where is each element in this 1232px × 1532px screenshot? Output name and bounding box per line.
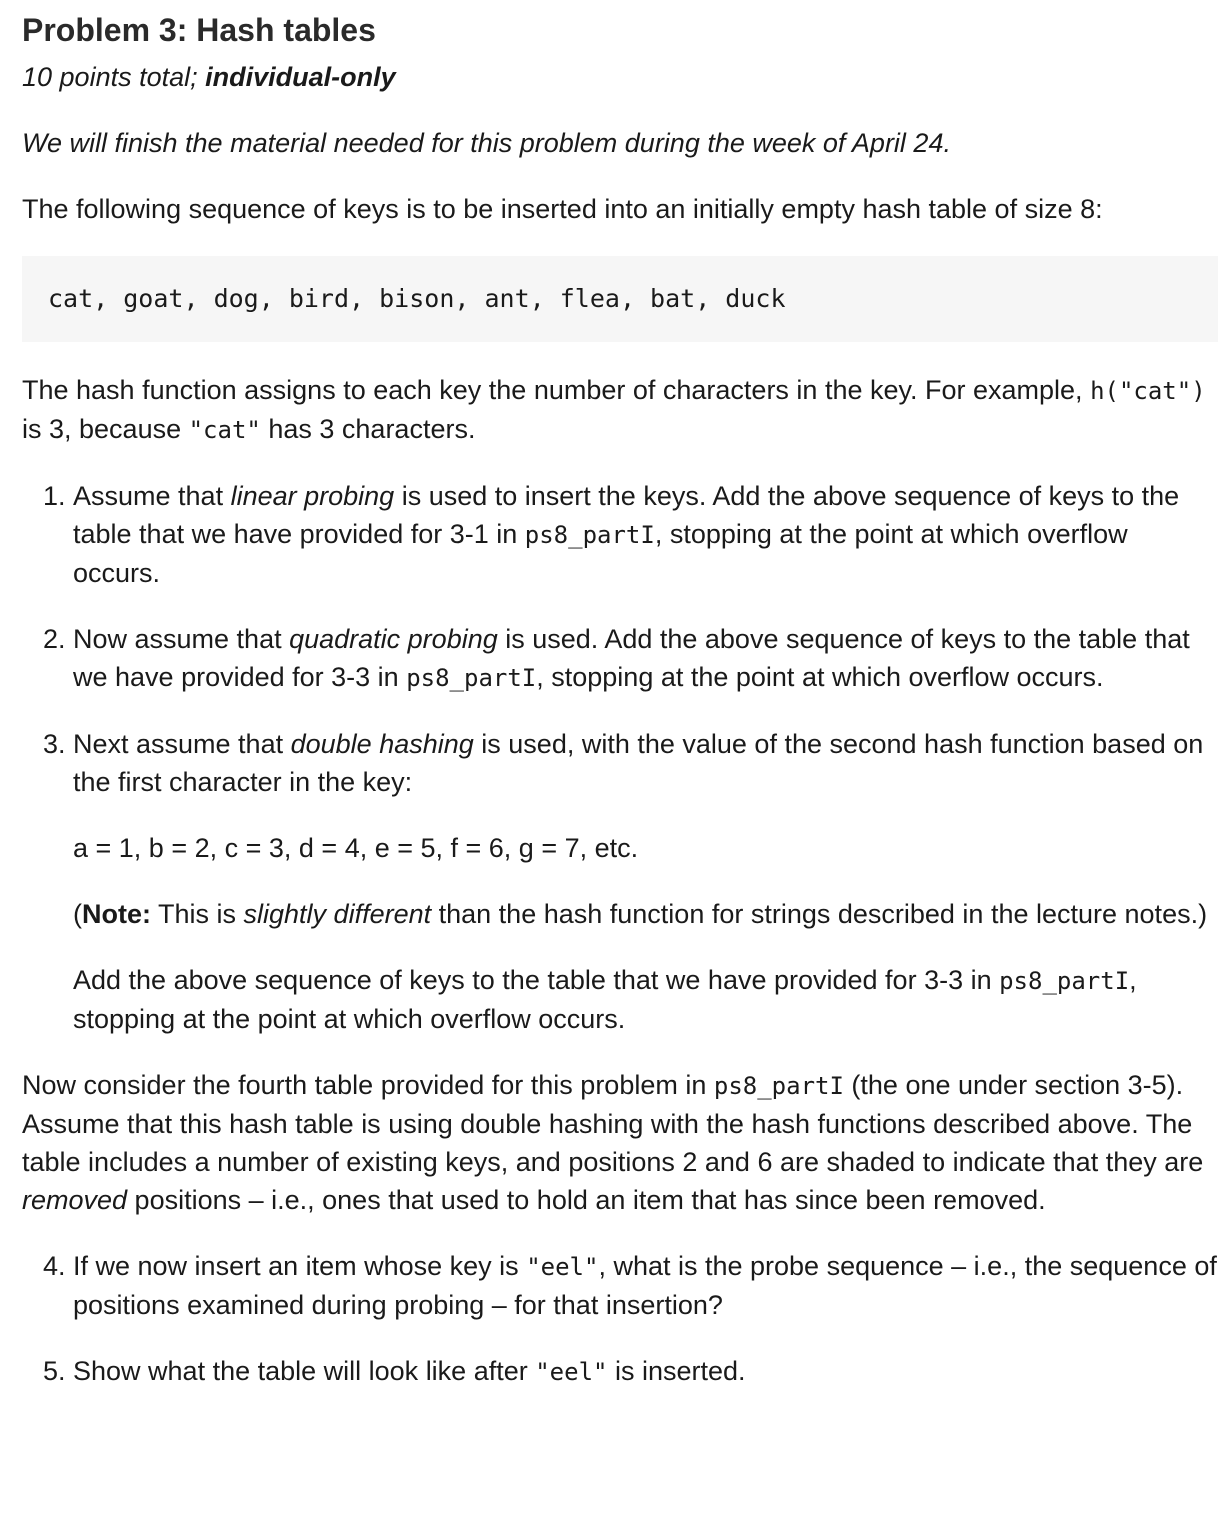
item4-code: "eel": [526, 1253, 599, 1281]
keys-code-block: cat, goat, dog, bird, bison, ant, flea, bat, duck: [22, 256, 1218, 342]
list-item-quadratic-probing: [73, 620, 1218, 697]
note-emphasis: slightly different: [243, 899, 432, 929]
intro-paragraph: We will finish the material needed for this problem during the week of April 24.: [22, 128, 951, 158]
item5-text-1: Show what the table will look like after: [73, 1356, 536, 1386]
task-list-2: [22, 1247, 1218, 1391]
letter-values: a = 1, b = 2, c = 3, d = 4, e = 5, f = 6, g = 7, etc.: [73, 833, 639, 863]
fourth-text-2: (the one under section 3-5). Assume that this hash table is using double hashing with the hash functions described above. The table includes a number of existing keys, and positions 2 and 6 are shaded to indicate that they are: [22, 1070, 1204, 1177]
item3-text-2: is used, with the value of the second hash function based on the first character in the key:: [73, 729, 1204, 797]
fourth-code: ps8_partI: [713, 1072, 844, 1100]
item2-emphasis: quadratic probing: [289, 624, 498, 654]
item3-intro: [73, 725, 1218, 801]
item2-text-1: Now assume that: [73, 624, 290, 654]
note-label: Note:: [82, 899, 151, 929]
item2-code: ps8_partI: [406, 664, 537, 692]
problem-title: Problem 3: Hash tables: [22, 12, 376, 48]
item3-add-text-2: , stopping at the point at which overflow occurs.: [73, 965, 1137, 1034]
item3-add-text-1: Add the above sequence of keys to the table that we have provided for 3-3 in: [73, 965, 1000, 995]
task-list-1: [22, 477, 1218, 1038]
item3-text-1: Next assume that: [73, 729, 291, 759]
list-item-linear-probing: [73, 477, 1218, 592]
list-item-show-table: [73, 1352, 1218, 1391]
document-page: [0, 10, 1232, 1391]
item3-emphasis: double hashing: [290, 729, 474, 759]
hash-text-1: The hash function assigns to each key the number of characters in the key. For example,: [22, 375, 1091, 405]
list-item-probe-sequence: [73, 1247, 1218, 1324]
fourth-table-paragraph: [22, 1066, 1218, 1219]
item4-text-1: If we now insert an item whose key is: [73, 1251, 527, 1281]
note-text-2: than the hash function for strings described in the lecture notes.): [431, 899, 1208, 929]
item4-text-2: , what is the probe sequence – i.e., the sequence of positions examined during probing – for that insertion?: [73, 1251, 1217, 1320]
note-text-1: This is: [151, 899, 244, 929]
individual-only-label: individual-only: [205, 62, 396, 92]
item1-text-1: Assume that: [73, 481, 231, 511]
fourth-emphasis: removed: [22, 1185, 128, 1215]
item5-code: "eel": [535, 1358, 608, 1386]
note-open-paren: (: [73, 899, 82, 929]
fourth-text-1: Now consider the fourth table provided for this problem in: [22, 1070, 714, 1100]
hash-text-2: is 3, because: [22, 414, 189, 444]
item1-code: ps8_partI: [524, 521, 655, 549]
item2-text-3: , stopping at the point at which overflow occurs.: [536, 662, 1104, 692]
item5-text-2: is inserted.: [607, 1356, 746, 1386]
hash-text-3: has 3 characters.: [260, 414, 476, 444]
item1-text-2: is used to insert the keys. Add the above sequence of keys to the table that we have provided for 3-1 in: [73, 481, 1180, 549]
item3-add-paragraph: [73, 961, 1218, 1038]
fourth-text-3: positions – i.e., ones that used to hold an item that has since been removed.: [127, 1185, 1046, 1215]
item2-text-2: is used. Add the above sequence of keys to the table that we have provided for 3-3 in: [73, 624, 1190, 692]
hash-code-1: h("cat"): [1090, 377, 1206, 405]
points-line: [22, 58, 1218, 96]
note-paragraph: [73, 895, 1218, 933]
list-item-double-hashing: [73, 725, 1218, 1038]
hash-function-paragraph: [22, 371, 1218, 449]
item1-text-3: , stopping at the point at which overflow occurs.: [73, 519, 1128, 588]
sequence-paragraph: The following sequence of keys is to be inserted into an initially empty hash table of size 8:: [22, 194, 1103, 224]
points-text: 10 points total;: [22, 62, 206, 92]
hash-code-2: "cat": [188, 416, 261, 444]
item1-emphasis: linear probing: [230, 481, 395, 511]
item3-add-code: ps8_partI: [999, 967, 1130, 995]
